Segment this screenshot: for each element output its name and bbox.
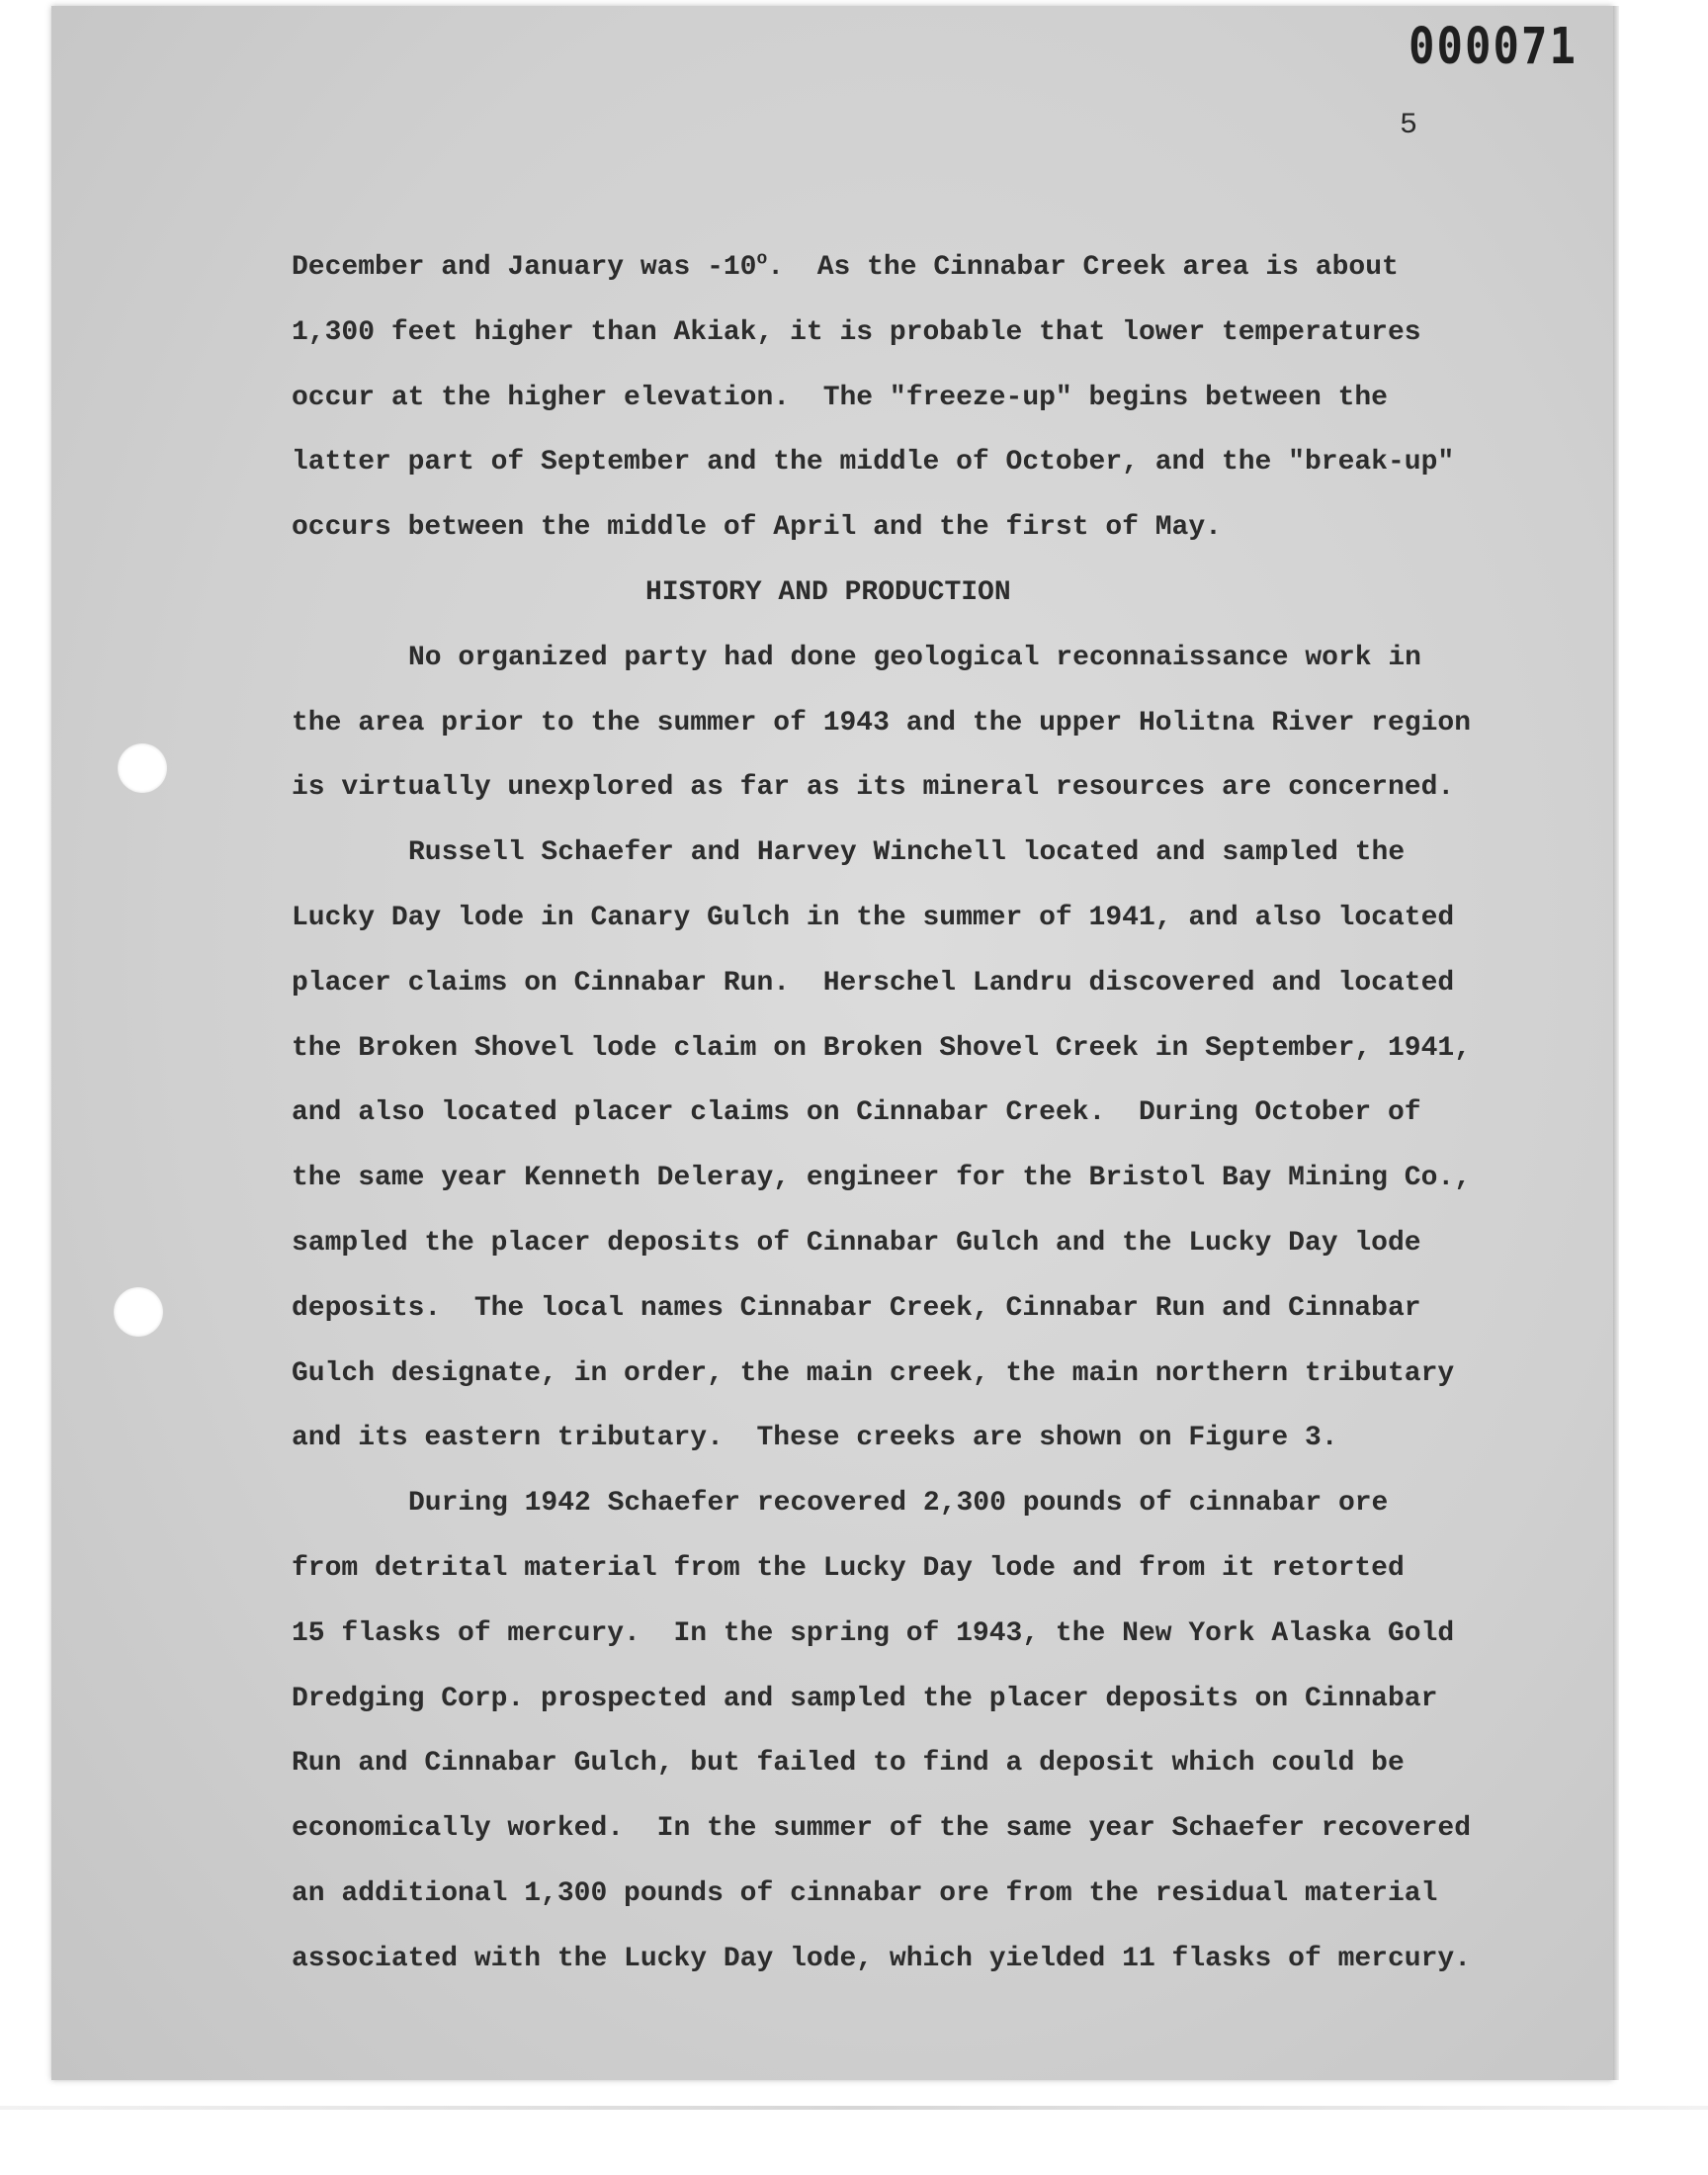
document-number: 000071 [1409,18,1578,76]
text-line-4: latter part of September and the middle of October, and the "break-up" [292,447,1455,478]
text-line-17: deposits. The local names Cinnabar Creek, Cinnabar Run and Cinnabar [292,1292,1421,1324]
text-line-8: the area prior to the summer of 1943 and the upper Holitna River region [292,707,1471,739]
text-line-3: occur at the higher elevation. The "freeze-up" begins between the [292,382,1388,413]
degree-superscript: o [756,249,768,270]
sheet-edge [1613,6,1619,2080]
document-body [292,235,1596,1992]
text-line-12: placer claims on Cinnabar Run. Herschel Landru discovered and located [292,967,1455,999]
scan-bottom-edge [0,2106,1708,2110]
text-line-18: Gulch designate, in order, the main creek, the main northern tributary [292,1357,1455,1389]
text-line-15: the same year Kenneth Deleray, engineer for the Bristol Bay Mining Co., [292,1163,1471,1194]
punch-hole-bottom [114,1287,163,1337]
text-line-20: During 1942 Schaefer recovered 2,300 pounds of cinnabar ore [408,1488,1389,1520]
section-heading: HISTORY AND PRODUCTION [645,576,1011,608]
text-line-27: associated with the Lucky Day lode, which yielded 11 flasks of mercury. [292,1943,1471,1974]
text-line-1: December and January was -10$^o$. As the Cinnabar Creek area is about [292,249,1399,283]
text-line-19: and its eastern tributary. These creeks are shown on Figure 3. [292,1423,1338,1454]
text-line-24: Run and Cinnabar Gulch, but failed to find a deposit which could be [292,1748,1405,1780]
text-line-5: occurs between the middle of April and the first of May. [292,512,1222,544]
text-line-25: economically worked. In the summer of the same year Schaefer recovered [292,1813,1471,1845]
text-line-16: sampled the placer deposits of Cinnabar Gulch and the Lucky Day lode [292,1227,1421,1259]
text-line-21: from detrital material from the Lucky Day lode and from it retorted [292,1552,1405,1584]
text-line-9: is virtually unexplored as far as its mineral resources are concerned. [292,772,1455,804]
text-line-11: Lucky Day lode in Canary Gulch in the summer of 1941, and also located [292,902,1455,933]
text-line-23: Dredging Corp. prospected and sampled the placer deposits on Cinnabar [292,1683,1438,1714]
text-line-7: No organized party had done geological reconnaissance work in [408,642,1421,673]
text-line-2: 1,300 feet higher than Akiak, it is probable that lower temperatures [292,316,1421,348]
text-line-26: an additional 1,300 pounds of cinnabar ore from the residual material [292,1877,1438,1909]
text-line-22: 15 flasks of mercury. In the spring of 1943, the New York Alaska Gold [292,1617,1455,1649]
text-line-14: and also located placer claims on Cinnabar Creek. During October of [292,1097,1421,1129]
page-number: 5 [1400,109,1418,142]
text-line-10: Russell Schaefer and Harvey Winchell located and sampled the [408,837,1406,869]
text-line-13: the Broken Shovel lode claim on Broken Shovel Creek in September, 1941, [292,1032,1471,1064]
punch-hole-top [118,743,167,793]
